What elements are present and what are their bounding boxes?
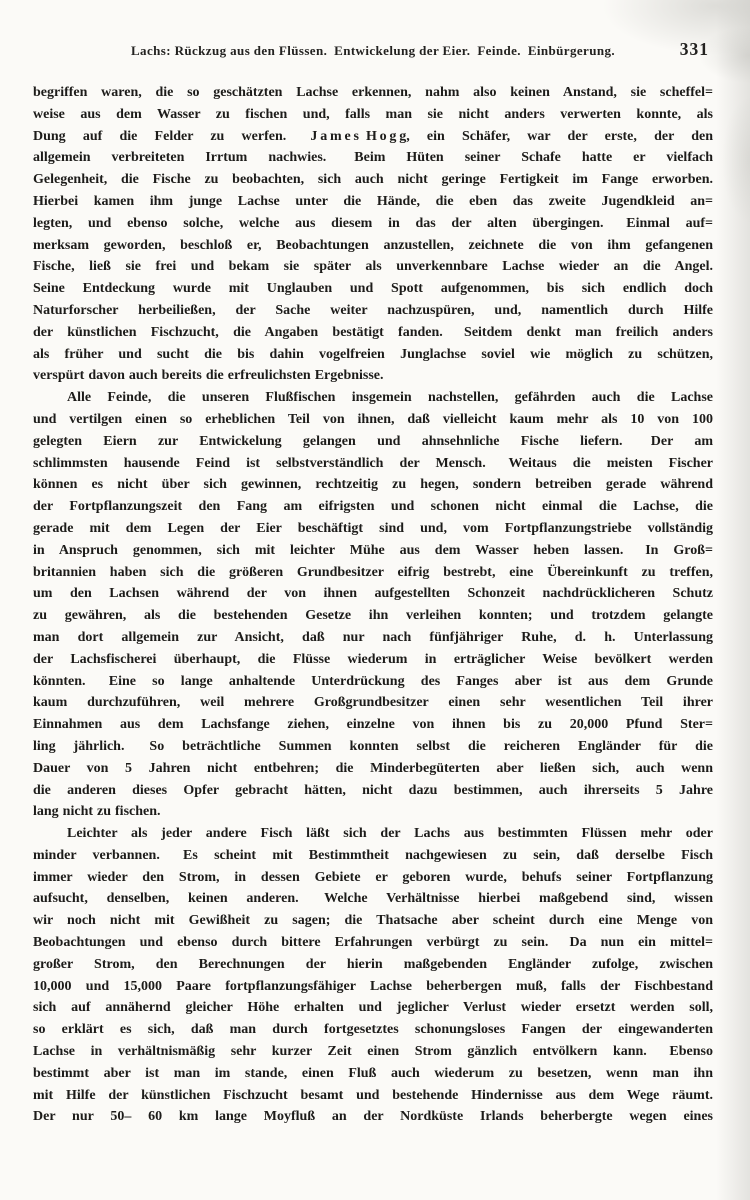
text-line: in Anspruch genommen, sich mit leichter Mühe aus dem Wasser heben lassen. In Groß= [33, 542, 713, 558]
text-line: Dauer von 5 Jahren nicht entbehren; die Minderbegüterten aber ließen sich, auch wenn [33, 760, 713, 776]
paragraph [33, 823, 713, 1128]
text-line: Alle Feinde, die unseren Flußfischen insgemein nachstellen, gefährden auch die Lachse [67, 390, 713, 406]
page-body [33, 82, 713, 1128]
text-line: die anderen dieses Opfer gebracht hätten, nicht dazu bestimmen, auch ihrerseits 5 Jahre [33, 782, 713, 798]
text-line: der Fortpflanzungszeit den Fang am eifrigsten und schonen nicht einmal die Lachse, die [33, 499, 713, 515]
text-line: begriffen waren, die so geschätzten Lachse erkennen, nahm also keinen Anstand, sie scheffel= [33, 85, 713, 100]
text-line: schlimmsten hausende Feind ist selbstverständlich der Mensch. Weitaus die meisten Fischer [33, 455, 713, 471]
page-number: 331 [679, 39, 709, 59]
page-header [33, 41, 713, 65]
text-line: gerade mit dem Legen der Eier beschäftigt sind und, vom Fortpflanzungstriebe vollständig [33, 520, 713, 536]
text-line: lang nicht zu fischen. [33, 804, 161, 820]
text-line: legten, und ebenso solche, welche aus diesem in das der alten übergingen. Einmal auf= [33, 215, 713, 231]
text-line: großer Strom, den Berechnungen der hierin maßgebenden Engländer zufolge, zwischen [33, 956, 713, 972]
text-line: allgemein verbreiteten Irrtum nachwies. Beim Hüten seiner Schafe hatte er vielfach [33, 150, 713, 166]
text-line: Naturforscher herbeiließen, der Sache weiter nachzuspüren, und, namentlich durch Hilfe [33, 302, 713, 318]
text-line: sich auf annähernd gleicher Höhe erhalten und jeglicher Verlust wieder ersetzt werden soll, [33, 1000, 713, 1016]
text-line: Lachse in verhältnismäßig sehr kurzer Zeit einen Strom gänzlich entvölkern kann. Ebenso [33, 1044, 713, 1060]
text-line: zu gewähren, als die bestehenden Gesetze ihn verleihen konnten; und trotzdem gelangte [33, 608, 713, 624]
text-line: Gelegenheit, die Fische zu beobachten, sich auch nicht geringe Fertigkeit im Fange erworben. [33, 172, 713, 188]
text-line: Leichter als jeder andere Fisch läßt sich der Lachs aus bestimmten Flüssen mehr oder [67, 826, 713, 842]
text-line: könnten. Eine so lange anhaltende Unterdrückung des Fanges aber ist aus dem Grunde [33, 673, 713, 689]
text-line: mit Hilfe der künstlichen Fischzucht besamt und bestehende Hindernisse aus dem Wege räumt. [33, 1087, 713, 1103]
text-line: immer wieder den Strom, in dessen Gebiete er geboren wurde, behufs seiner Fortpflanzung [33, 869, 713, 885]
text-line: britannien haben sich die größeren Grundbesitzer eifrig bestrebt, eine Übereinkunft zu treffen, [33, 564, 713, 580]
text-line: Einnahmen aus dem Lachsfange ziehen, einzelne von ihnen bis zu 20,000 Pfund Ster= [33, 717, 713, 733]
text-line: aufsucht, denselben, keinen anderen. Welche Verhältnisse hierbei maßgebend sind, wissen [33, 891, 713, 907]
text-line: Hierbei kamen ihm junge Lachse unter die Hände, die eben das zweite Jugendkleid an= [33, 193, 713, 209]
text-line: können es nicht über sich gewinnen, rechtzeitig zu hegen, sondern betreiben gerade während [33, 477, 713, 493]
text-line: Seine Entdeckung wurde mit Unglauben und Spott aufgenommen, bis sich endlich doch [33, 281, 713, 297]
text-line: merksam geworden, beschloß er, Beobachtungen anzustellen, zeichnete die von ihm gefangenen [33, 237, 713, 253]
text-line: der Lachsfischerei überhaupt, die Flüsse wiederum in erträglicher Weise bevölkert werden [33, 651, 713, 667]
text-line: so erklärt es sich, daß man durch fortgesetztes schonungsloses Fangen der eingewanderten [33, 1022, 713, 1038]
text-line: der künstlichen Fischzucht, die Angaben bestätigt fanden. Seitdem denkt man freilich anders [33, 324, 713, 340]
text-line: bestimmt aber ist man im stande, einen Fluß auch wiederum zu besetzen, wenn man ihn [33, 1065, 713, 1081]
text-line: Der nur 50– 60 km lange Moyfluß an der Nordküste Irlands beherbergte wegen eines [33, 1109, 713, 1125]
text-line: man dort allgemein zur Ansicht, daß nur nach fünfjähriger Ruhe, d. h. Unterlassung [33, 629, 713, 645]
text-line: als früher und sucht die bis dahin vogelfreien Junglachse soviel wie möglich zu schützen, [33, 346, 713, 362]
text-line: kaum durchzuführen, weil mehrere Großgrundbesitzer einen sehr wesentlichen Teil ihrer [33, 695, 713, 711]
text-line: Dung auf die Felder zu werfen. J a m e s H o g g, ein Schäfer, war der erste, der den [33, 128, 713, 144]
text-line: gelegten Eiern zur Entwickelung gelangen und ahnsehnliche Fische liefern. Der am [33, 433, 713, 449]
text-line: um den Lachsen während der von ihnen aufgestellten Schonzeit nachdrücklicheren Schutz [33, 586, 713, 602]
text-line: Beobachtungen und ebenso durch bittere Erfahrungen verbürgt zu sein. Da nun ein mittel= [33, 935, 713, 951]
text-line: verspürt davon auch bereits die erfreulichsten Ergebnisse. [33, 368, 384, 384]
paragraph [33, 387, 713, 823]
text-line: minder verbannen. Es scheint mit Bestimmtheit nachgewiesen zu sein, daß derselbe Fisch [33, 847, 713, 863]
running-title: Lachs: Rückzug aus den Flüssen. Entwickelung der Eier. Feinde. Einbürgerung. [130, 43, 616, 58]
text-line: ling jährlich. So beträchtliche Summen konnten selbst die reicheren Engländer für die [33, 738, 713, 754]
text-line: wir noch nicht mit Gewißheit zu sagen; die Thatsache aber scheint durch eine Menge von [33, 913, 713, 929]
text-line: weise aus dem Wasser zu fischen und, falls man sie nicht anders verwerten konnte, als [33, 106, 713, 122]
text-line: Fische, ließ sie frei und bekam sie später als unverkennbare Lachse wieder an die Angel. [33, 259, 713, 275]
text-line: und vertilgen einen so erheblichen Teil von ihnen, daß vielleicht kaum mehr als 10 von 100 [33, 411, 713, 427]
text-line: 10,000 und 15,000 Paare fortpflanzungsfähiger Lachse beherbergen muß, falls der Fischbestand [33, 978, 713, 994]
paragraph [33, 82, 713, 387]
